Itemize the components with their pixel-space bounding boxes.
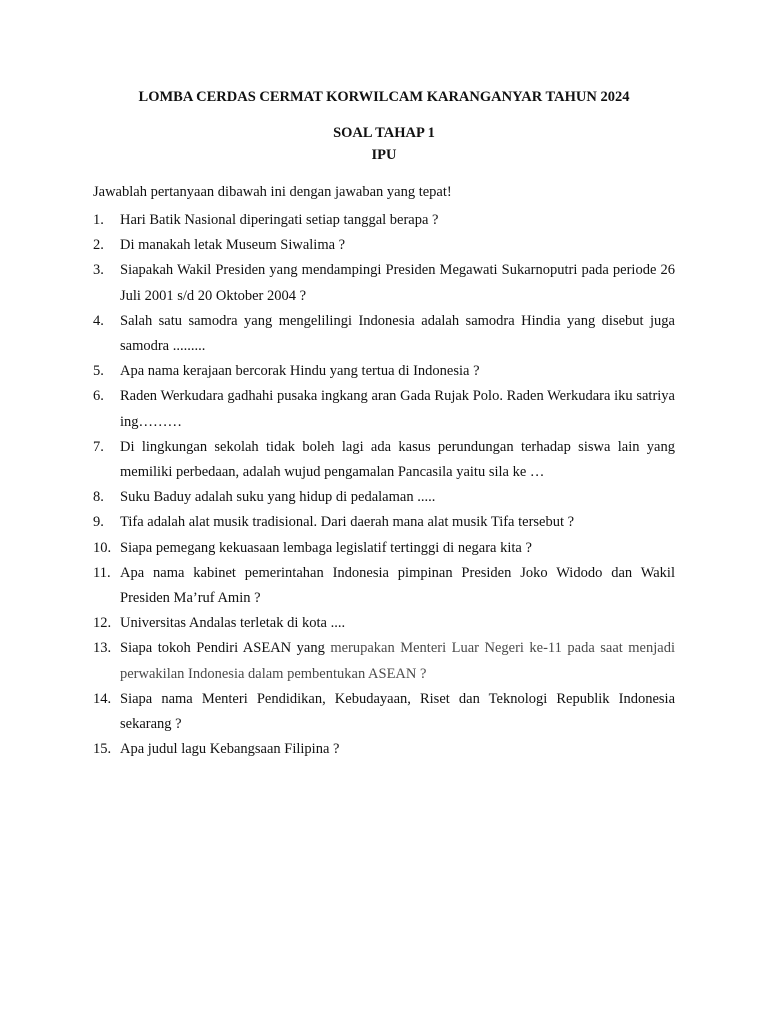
- subject-title: IPU: [371, 147, 397, 163]
- question-item-8: [93, 485, 675, 510]
- question-text: Siapa pemegang kekuasaan lembaga legislatif tertinggi di negara kita ?: [120, 539, 532, 556]
- question-text: Siapa nama Menteri Pendidikan, Kebudayaan, Riset dan Teknologi Republik Indonesia sekarang ?: [120, 690, 675, 733]
- question-item-10: [93, 536, 675, 561]
- question-number: 12.: [93, 615, 112, 632]
- question-number: 10.: [93, 539, 112, 556]
- question-number: 1.: [93, 212, 104, 228]
- question-text: Siapakah Wakil Presiden yang mendampingi Presiden Megawati Sukarnoputri pada periode 26 Juli 2001 s/d 20 Oktober 2004 ?: [120, 262, 675, 304]
- question-item-4: [93, 309, 675, 359]
- question-text: Di manakah letak Museum Siwalima ?: [120, 237, 346, 254]
- question-item-3: [93, 258, 675, 308]
- question-number: 14.: [93, 690, 112, 707]
- question-item-2: [93, 233, 675, 258]
- question-text: Apa judul lagu Kebangsaan Filipina ?: [120, 741, 340, 758]
- question-number: 7.: [93, 438, 104, 455]
- question-text: Salah satu samodra yang mengelilingi Indonesia adalah samodra Hindia yang disebut juga samodra .........: [120, 312, 675, 355]
- question-text: Hari Batik Nasional diperingati setiap tanggal berapa ?: [120, 212, 439, 228]
- question-list: [93, 208, 675, 762]
- question-text-lead: Siapa tokoh Pendiri ASEAN yang: [120, 640, 331, 657]
- question-text: Universitas Andalas terletak di kota ....: [120, 615, 346, 632]
- question-item-12: [93, 611, 675, 636]
- question-item-7: [93, 435, 675, 485]
- question-text: [120, 636, 675, 686]
- question-item-6: [93, 384, 675, 434]
- question-number: 13.: [93, 640, 112, 657]
- instruction-text: Jawablah pertanyaan dibawah ini dengan jawaban yang tepat!: [93, 184, 452, 200]
- question-number: 3.: [93, 262, 104, 279]
- question-item-1: [93, 208, 675, 233]
- question-item-14: [93, 687, 675, 737]
- question-text: Di lingkungan sekolah tidak boleh lagi ada kasus perundungan terhadap siswa lain yang memiliki perbedaan, adalah wujud pengamalan Pancasila yaitu sila ke …: [120, 438, 675, 481]
- question-text: Apa nama kabinet pemerintahan Indonesia pimpinan Presiden Joko Widodo dan Wakil Presiden Ma’ruf Amin ?: [120, 564, 675, 607]
- question-item-11: [93, 561, 675, 611]
- question-text: Raden Werkudara gadhahi pusaka ingkang aran Gada Rujak Polo. Raden Werkudara iku satriya ing………: [120, 388, 675, 430]
- question-text: Apa nama kerajaan bercorak Hindu yang tertua di Indonesia ?: [120, 363, 480, 380]
- question-number: 9.: [93, 514, 104, 531]
- question-text: Suku Baduy adalah suku yang hidup di pedalaman .....: [120, 489, 436, 506]
- document-title: LOMBA CERDAS CERMAT KORWILCAM KARANGANYAR TAHUN 2024: [138, 89, 630, 105]
- question-number: 4.: [93, 312, 104, 329]
- stage-title: SOAL TAHAP 1: [333, 125, 435, 141]
- question-number: 8.: [93, 489, 104, 506]
- question-text-gray: merupakan Menteri Luar Negeri ke-11 pada saat menjadi perwakilan Indonesia dalam pembentukan ASEAN ?: [120, 640, 675, 682]
- question-text: Tifa adalah alat musik tradisional. Dari daerah mana alat musik Tifa tersebut ?: [120, 514, 575, 531]
- question-item-13: [93, 636, 675, 686]
- question-item-15: [93, 737, 675, 762]
- question-item-5: [93, 359, 675, 384]
- question-number: 2.: [93, 237, 104, 254]
- question-item-9: [93, 510, 675, 535]
- question-number: 5.: [93, 363, 104, 380]
- question-number: 15.: [93, 741, 112, 758]
- question-number: 11.: [93, 564, 111, 581]
- question-number: 6.: [93, 388, 104, 405]
